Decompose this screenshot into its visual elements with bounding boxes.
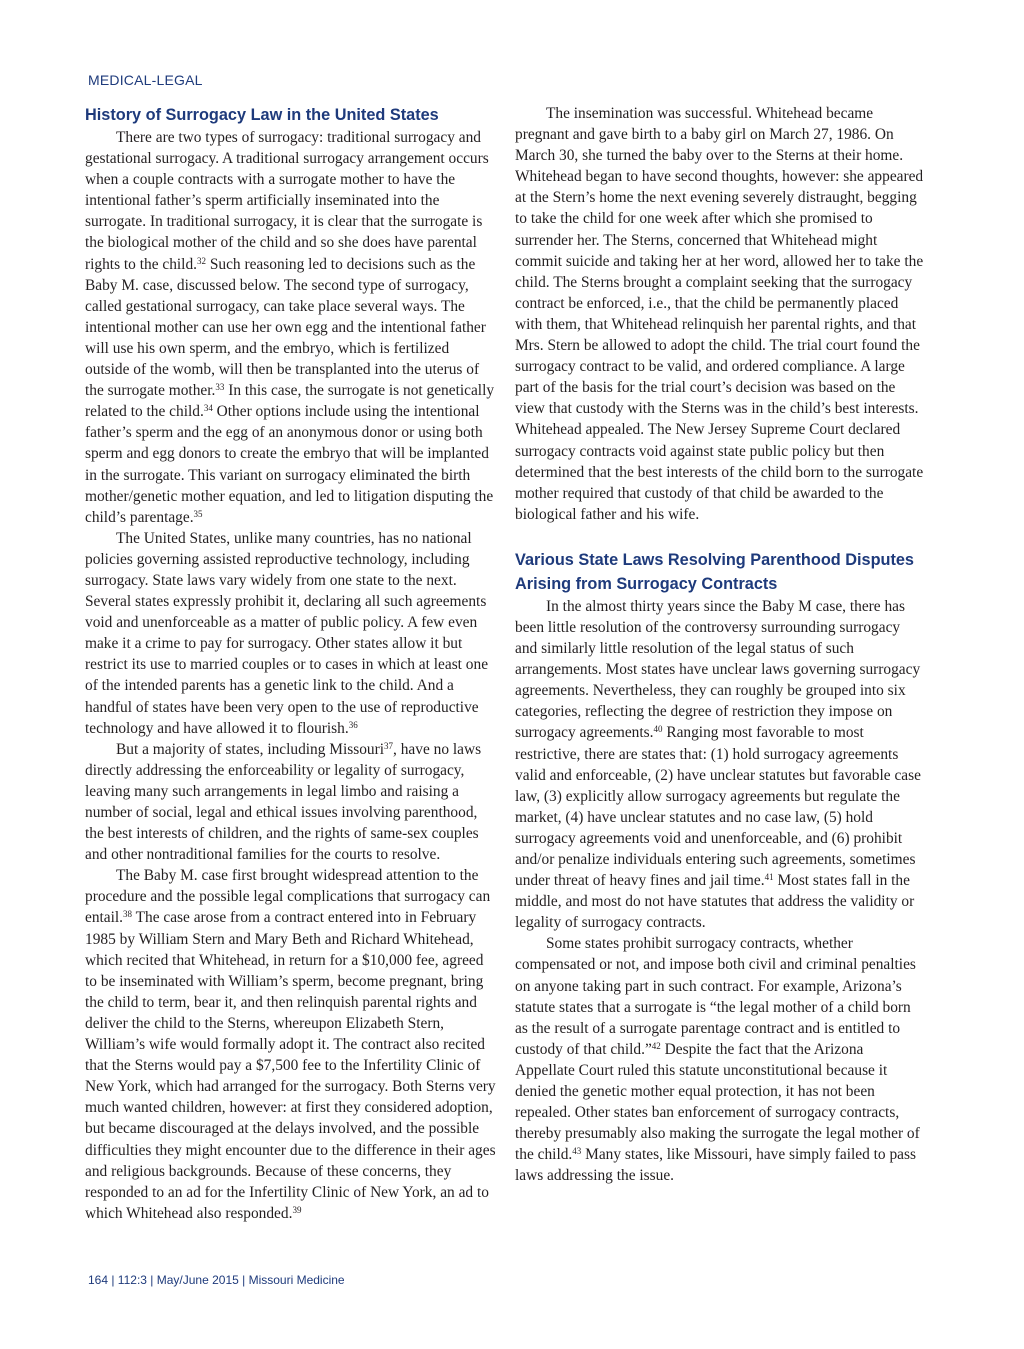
- paragraph: The United States, unlike many countries, has no national policies governing assisted reproductive technology, including surrogacy. State laws vary widely from one state to the next. Several states expressly prohibit it, declaring all such agreements void and unenforceable as a matter of public policy. A few even make it a crime to pay for surrogacy. Other states allow it but restrict its use to married couples or to cases in which at least one of the intended parents has a genetic link to the child. And a handful of states have been very open to the use of reproductive technology and have allowed it to flourish.$^{36}$: [85, 529, 489, 737]
- footnote-ref: 41: [764, 872, 774, 883]
- footnote-ref: 39: [292, 1204, 302, 1215]
- left-column: [85, 103, 497, 1224]
- paragraph: There are two types of surrogacy: traditional surrogacy and gestational surrogacy. A traditional surrogacy arrangement occurs when a couple contracts with a surrogate mother to have the intentional father’s sperm artificially inseminated into the surrogate. In traditional surrogacy, it is clear that the surrogate is the biological mother of the child and so she does have parental rights to the child.$^{32}$ Such reasoning led to decisions such as the Baby M. case, discussed below. The second type of surrogacy, called gestational surrogacy, can take place several ways. The intentional mother can use her own egg and the intentional father will use his own sperm, and the embryo, which is fertilized outside of the womb, will then be transplanted into the uterus of the surrogate mother.$^{33}$ In this case, the surrogate is not genetically related to the child.$^{34}$ Other options include using the intentional father’s sperm and the egg of an anonymous donor or using both sperm and egg donors to create the embryo that will be implanted in the surrogate. This variant on surrogacy eliminated the birth mother/genetic mother equation, and led to litigation disputing the child’s parentage.$^{35}$: [85, 129, 495, 526]
- footnote-ref: 43: [572, 1146, 582, 1157]
- section-label: MEDICAL-LEGAL: [88, 72, 203, 88]
- paragraph: The Baby M. case first brought widespread attention to the procedure and the possible legal complications that surrogacy can entail.$^{38}$ The case arose from a contract entered into in February 1985 by William Stern and Mary Beth and Richard Whitehead, which recited that Whitehead, in return for a $10,000 fee, agreed to be inseminated with William’s sperm, become pregnant, bring the child to term, bear it, and then relinquish parental rights and deliver the child to the Sterns, whereupon Elizabeth Stern, William’s wife would formally adopt it. The contract also recited that the Sterns would pay a $7,500 fee to the Infertility Clinic of New York, which had arranged for the surrogacy. Both Sterns very much wanted children, however: at first they considered adoption, but became discouraged at the delays involved, and the possible difficulties they might encounter due to the difference in their ages and religious backgrounds. Because of these concerns, they responded to an ad for the Infertility Clinic of New York, an ad to which Whitehead also responded.$^{39}$: [85, 867, 496, 1222]
- footnote-ref: 34: [203, 403, 213, 414]
- footnote-ref: 38: [123, 909, 133, 920]
- heading-state-laws: Various State Laws Resolving Parenthood Disputes Arising from Surrogacy Contracts: [515, 550, 914, 593]
- footnote-ref: 35: [193, 508, 203, 519]
- paragraph: Some states prohibit surrogacy contracts, whether compensated or not, and impose both civil and criminal penalties on anyone taking part in such contract. For example, Arizona’s statute states that a surrogate is “the legal mother of a child born as the result of a surrogate parentage contract and is entitled to custody of that child.”$^{42}$ Despite the fact that the Arizona Appellate Court ruled this statute unconstitutional because it denied the genetic mother equal protection, it has not been repealed. Other states ban enforcement of surrogacy contracts, thereby presumably also making the surrogate the legal mother of the child.$^{43}$ Many states, like Missouri, have simply failed to pass laws addressing the issue.: [515, 935, 920, 1185]
- right-column: [515, 103, 925, 1187]
- paragraph: The insemination was successful. Whitehead became pregnant and gave birth to a baby girl on March 27, 1986. On March 30, she turned the baby over to the Sterns at their home. Whitehead began to have second thoughts, however: she appeared at the Stern’s home the next evening severely distraught, begging to take the child for one week after which she promised to surrender her. The Sterns, concerned that Whitehead might commit suicide and taking her at her word, allowed her to take the child. The Sterns brought a complaint seeking that the surrogacy contract be enforced, i.e., that the child be permanently placed with them, that Whitehead relinquish her parental rights, and that Mrs. Stern be allowed to adopt the child. The trial court found the surrogacy contract to be valid, and ordered compliance. A large part of the basis for the trial court’s decision was based on the view that custody with the Sterns was in the child’s best interests. Whitehead appealed. The New Jersey Supreme Court declared surrogacy contracts void against state public policy but then determined that the best interests of the child born to the surrogate mother required that custody of that child be awarded to the biological father and his wife.: [515, 105, 924, 523]
- footnote-ref: 32: [197, 255, 206, 266]
- heading-history: History of Surrogacy Law in the United States: [85, 106, 439, 124]
- page-footer: 164 | 112:3 | May/June 2015 | Missouri Medicine: [88, 1273, 345, 1287]
- paragraph: In the almost thirty years since the Baby M case, there has been little resolution of the controversy surrounding surrogacy and similarly little resolution of the legal status of such arrangements. Most states have unclear laws governing surrogacy agreements. Nevertheless, they can roughly be grouped into six categories, reflecting the degree of restriction they impose on surrogacy agreements.$^{40}$ Ranging most favorable to most restrictive, there are states that: (1) hold surrogacy agreements valid and enforceable, (2) have unclear statutes but favorable case law, (3) explicitly allow surrogacy agreements but regulate the market, (4) have unclear statutes and no case law, (5) hold surrogacy agreements void and unenforceable, and (6) prohibit and/or penalize individuals entering such agreements, sometimes under threat of heavy fines and jail time.$^{41}$ Most states fall in the middle, and most do not have statutes that address the validity or legality of surrogacy contracts.: [515, 597, 921, 932]
- footnote-ref: 36: [348, 719, 358, 730]
- paragraph: But a majority of states, including Missouri$^{37}$, have no laws directly addressing the enforceability or legality of surrogacy, leaving many such arrangements in legal limbo and raising a number of social, legal and ethical issues involving parenthood, the best interests of children, and the rights of same-sex couples and other nontraditional families for the courts to resolve.: [85, 740, 482, 864]
- footnote-ref: 40: [653, 724, 663, 735]
- footnote-ref: 37: [384, 740, 394, 751]
- footnote-ref: 42: [651, 1040, 661, 1051]
- footnote-ref: 33: [215, 382, 225, 393]
